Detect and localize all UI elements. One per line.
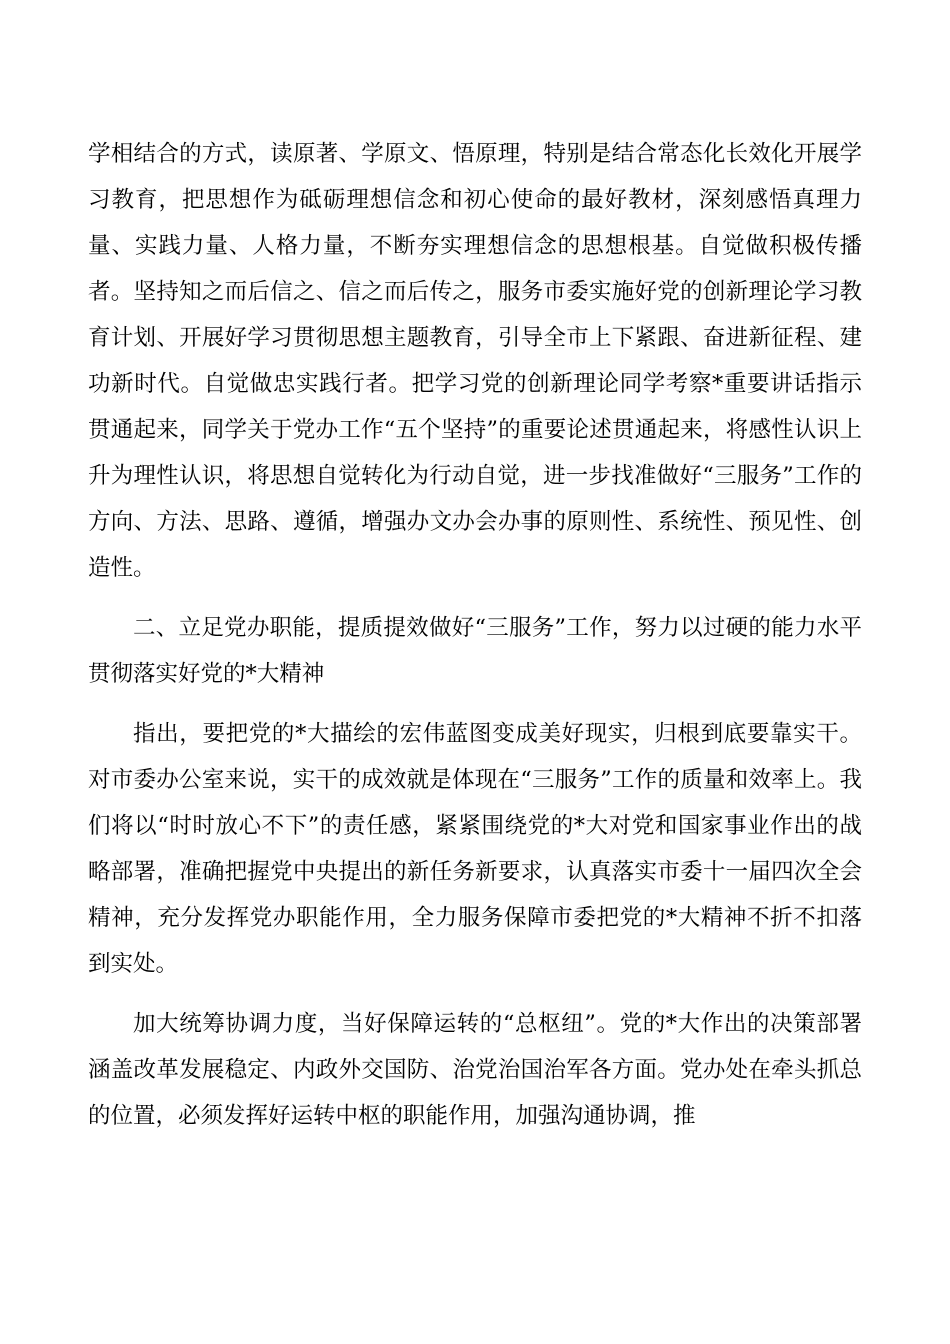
section-heading: 二、立足党办职能，提质提效做好“三服务”工作，努力以过硬的能力水平贯彻落实好党的*大精神 xyxy=(88,615,862,687)
document-body xyxy=(88,131,862,1153)
paragraph: 加大统筹协调力度，当好保障运转的“总枢纽”。党的*大作出的决策部署涵盖改革发展稳定、内政外交国防、治党治国治军各方面。党办处在牵头抓总的位置，必须发挥好运转中枢的职能作用，加强沟通协调，推 xyxy=(88,1011,862,1129)
paragraph: 指出，要把党的*大描绘的宏伟蓝图变成美好现实，归根到底要靠实干。对市委办公室来说，实干的成效就是体现在“三服务”工作的质量和效率上。我们将以“时时放心不下”的责任感，紧紧围绕党的*大对党和国家事业作出的战略部署，准确把握党中央提出的新任务新要求，认真落实市委十一届四次全会精神，充分发挥党办职能作用，全力服务保障市委把党的*大精神不折不扣落到实处。 xyxy=(88,721,862,977)
paragraph-continuation: 学相结合的方式，读原著、学原文、悟原理，特别是结合常态化长效化开展学习教育，把思想作为砥砺理想信念和初心使命的最好教材，深刻感悟真理力量、实践力量、人格力量，不断夯实理想信念的思想根基。自觉做积极传播者。坚持知之而后信之、信之而后传之，服务市委实施好党的创新理论学习教育计划、开展好学习贯彻思想主题教育，引导全市上下紧跟、奋进新征程、建功新时代。自觉做忠实践行者。把学习党的创新理论同学考察*重要讲话指示贯通起来，同学关于党办工作“五个坚持”的重要论述贯通起来，将感性认识上升为理性认识，将思想自觉转化为行动自觉，进一步找准做好“三服务”工作的方向、方法、思路、遵循，增强办文办会办事的原则性、系统性、预见性、创造性。 xyxy=(88,141,862,581)
